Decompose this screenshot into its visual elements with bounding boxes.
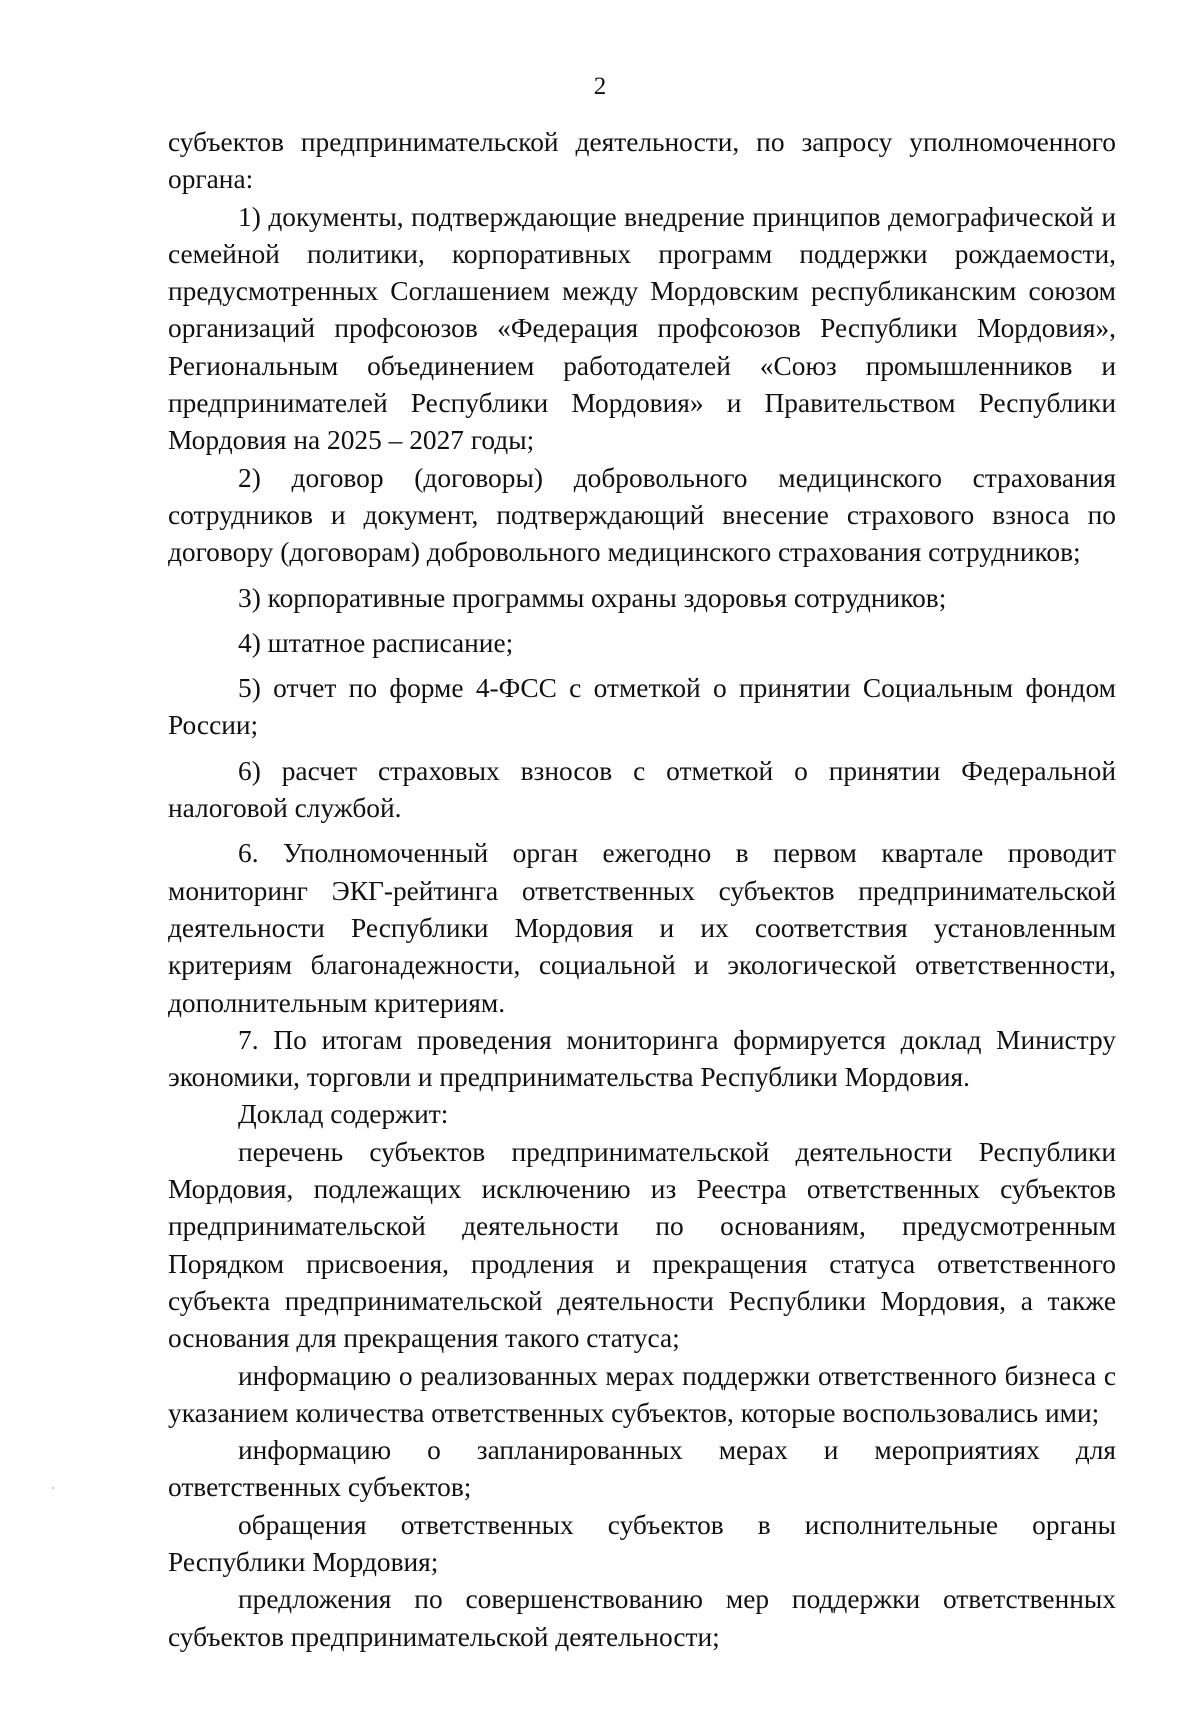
list-item-1: 1) документы, подтверждающие внедрение принципов демографической и семейной политики, корпоративных программ поддержки рождаемости, предусмотренных Соглашением между Мордовским республиканским союзом организаций профсоюзов «Федерация профсоюзов Республики Мордовия», Региональным объединением работодателей «Союз промышленников и предпринимателей Республики Мордовия» и Правительством Республики Мордовия на 2025 – 2027 годы;: [168, 201, 1116, 456]
list-item-2: 2) договор (договоры) добровольного медицинского страхования сотрудников и документ, подтверждающий внесение страхового взноса по договору (договорам) добровольного медицинского страхования сотрудников;: [168, 462, 1116, 568]
clause-6: 6. Уполномоченный орган ежегодно в первом квартале проводит мониторинг ЭКГ-рейтинга ответственных субъектов предпринимательской деятельности Республики Мордовия и их соответствия установленным критериям благонадежности, социальной и экологической ответственности, дополнительным критериям.: [168, 838, 1116, 1018]
report-item-appeals: обращения ответственных субъектов в исполнительные органы Республики Мордовия;: [168, 1509, 1116, 1577]
scan-speck: [52, 1487, 54, 1489]
list-item-3: 3) корпоративные программы охраны здоровья сотрудников;: [238, 582, 947, 613]
report-contents-heading: Доклад содержит:: [238, 1099, 449, 1130]
paragraph-intro: субъектов предпринимательской деятельности, по запросу уполномоченного органа:: [168, 127, 1116, 195]
report-item-implemented-measures: информацию о реализованных мерах поддержки ответственного бизнеса с указанием количества ответственных субъектов, которые воспользовались ими;: [168, 1360, 1116, 1428]
document-body: [168, 124, 1116, 1656]
report-item-planned-measures: информацию о запланированных мерах и мероприятиях для ответственных субъектов;: [168, 1435, 1116, 1503]
list-item-6: 6) расчет страховых взносов с отметкой о принятии Федеральной налоговой службой.: [168, 755, 1116, 824]
report-item-exclusion-list: перечень субъектов предпринимательской деятельности Республики Мордовия, подлежащих исключению из Реестра ответственных субъектов предпринимательской деятельности по основаниям, предусмотренным Порядком присвоения, продления и прекращения статуса ответственного субъекта предпринимательской деятельности Республики Мордовия, а также основания для прекращения такого статуса;: [168, 1136, 1116, 1354]
report-item-proposals: предложения по совершенствованию мер поддержки ответственных субъектов предпринимательской деятельности;: [168, 1584, 1116, 1652]
clause-7: 7. По итогам проведения мониторинга формируется доклад Министру экономики, торговли и предпринимательства Республики Мордовия.: [168, 1024, 1116, 1093]
page-number: 2: [593, 73, 607, 100]
list-item-5: 5) отчет по форме 4-ФСС с отметкой о принятии Социальным фондом России;: [168, 673, 1116, 741]
list-item-4: 4) штатное расписание;: [238, 627, 514, 658]
